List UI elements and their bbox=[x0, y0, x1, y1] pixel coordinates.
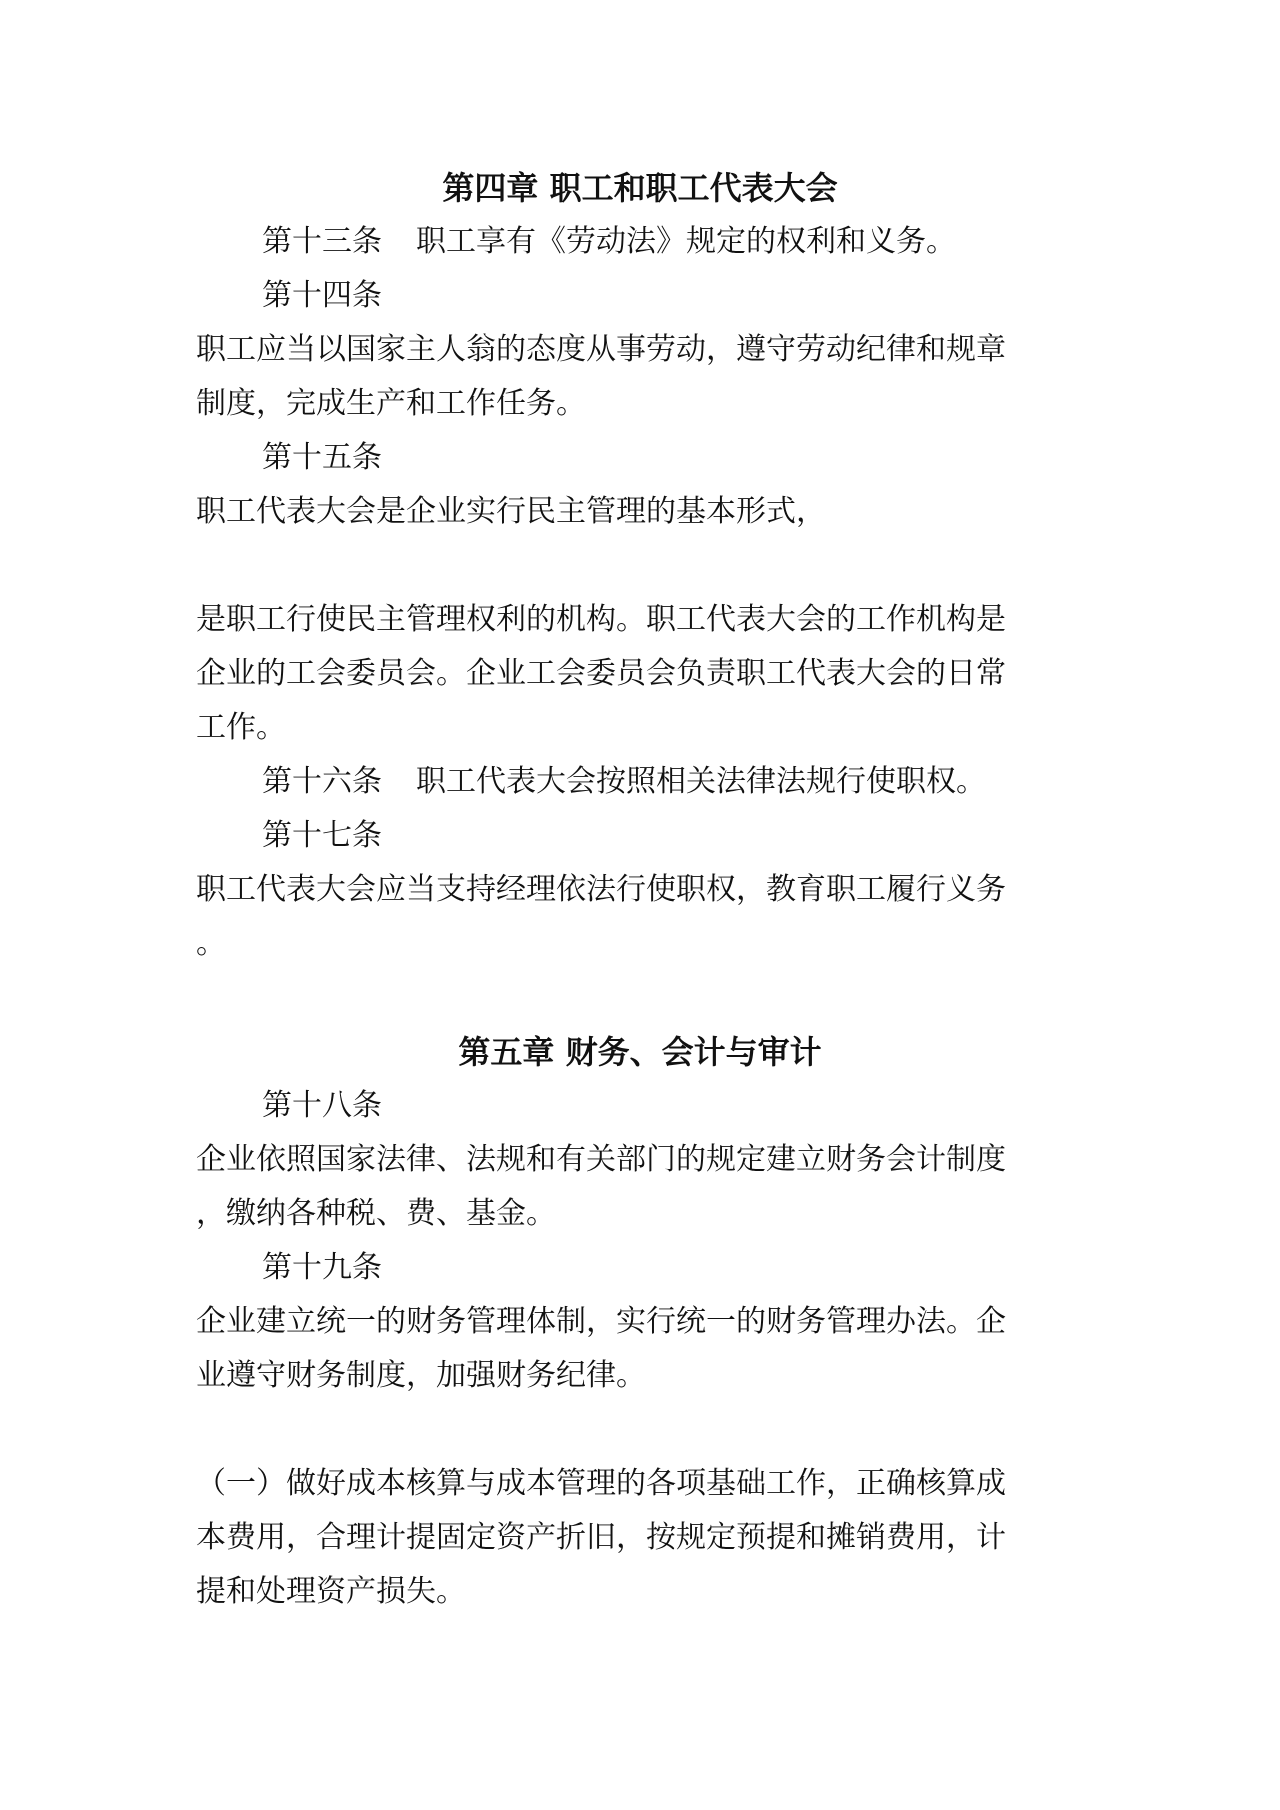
article-19-line-2: 业遵守财务制度，加强财务纪律。 bbox=[196, 1358, 646, 1393]
article-17-line-2: 。 bbox=[196, 926, 226, 961]
article-14-line-2: 制度，完成生产和工作任务。 bbox=[196, 386, 586, 421]
item-1-line-1: （一）做好成本核算与成本管理的各项基础工作，正确核算成 bbox=[196, 1466, 1006, 1501]
article-15-line-2: 是职工行使民主管理权利的机构。职工代表大会的工作机构是 bbox=[196, 602, 1006, 637]
article-14-number: 第十四条 bbox=[262, 278, 382, 313]
article-17-line-1: 职工代表大会应当支持经理依法行使职权，教育职工履行义务 bbox=[196, 872, 1006, 907]
article-18-line-1: 企业依照国家法律、法规和有关部门的规定建立财务会计制度 bbox=[196, 1142, 1006, 1177]
chapter-4-heading: 第四章 职工和职工代表大会 bbox=[442, 169, 838, 207]
item-1-line-2: 本费用，合理计提固定资产折旧，按规定预提和摊销费用，计 bbox=[196, 1520, 1006, 1555]
item-1-line-3: 提和处理资产损失。 bbox=[196, 1574, 466, 1609]
article-13-text: 职工享有《劳动法》规定的权利和义务。 bbox=[416, 224, 956, 259]
article-18-line-2: ，缴纳各种税、费、基金。 bbox=[196, 1196, 556, 1231]
article-18-number: 第十八条 bbox=[262, 1088, 382, 1123]
article-19-line-1: 企业建立统一的财务管理体制，实行统一的财务管理办法。企 bbox=[196, 1304, 1006, 1339]
article-16-text: 职工代表大会按照相关法律法规行使职权。 bbox=[416, 764, 986, 799]
article-13-number: 第十三条 bbox=[262, 224, 382, 259]
chapter-5-heading: 第五章 财务、会计与审计 bbox=[458, 1033, 822, 1071]
article-14-line-1: 职工应当以国家主人翁的态度从事劳动，遵守劳动纪律和规章 bbox=[196, 332, 1006, 367]
article-16-number: 第十六条 bbox=[262, 764, 382, 799]
article-15-line-3: 企业的工会委员会。企业工会委员会负责职工代表大会的日常 bbox=[196, 656, 1006, 691]
article-13 bbox=[262, 222, 1142, 262]
article-15-number: 第十五条 bbox=[262, 440, 382, 475]
article-16 bbox=[262, 762, 1142, 802]
article-15-line-4: 工作。 bbox=[196, 710, 286, 745]
article-15-line-1: 职工代表大会是企业实行民主管理的基本形式， bbox=[196, 494, 826, 529]
article-19-number: 第十九条 bbox=[262, 1250, 382, 1285]
article-17-number: 第十七条 bbox=[262, 818, 382, 853]
